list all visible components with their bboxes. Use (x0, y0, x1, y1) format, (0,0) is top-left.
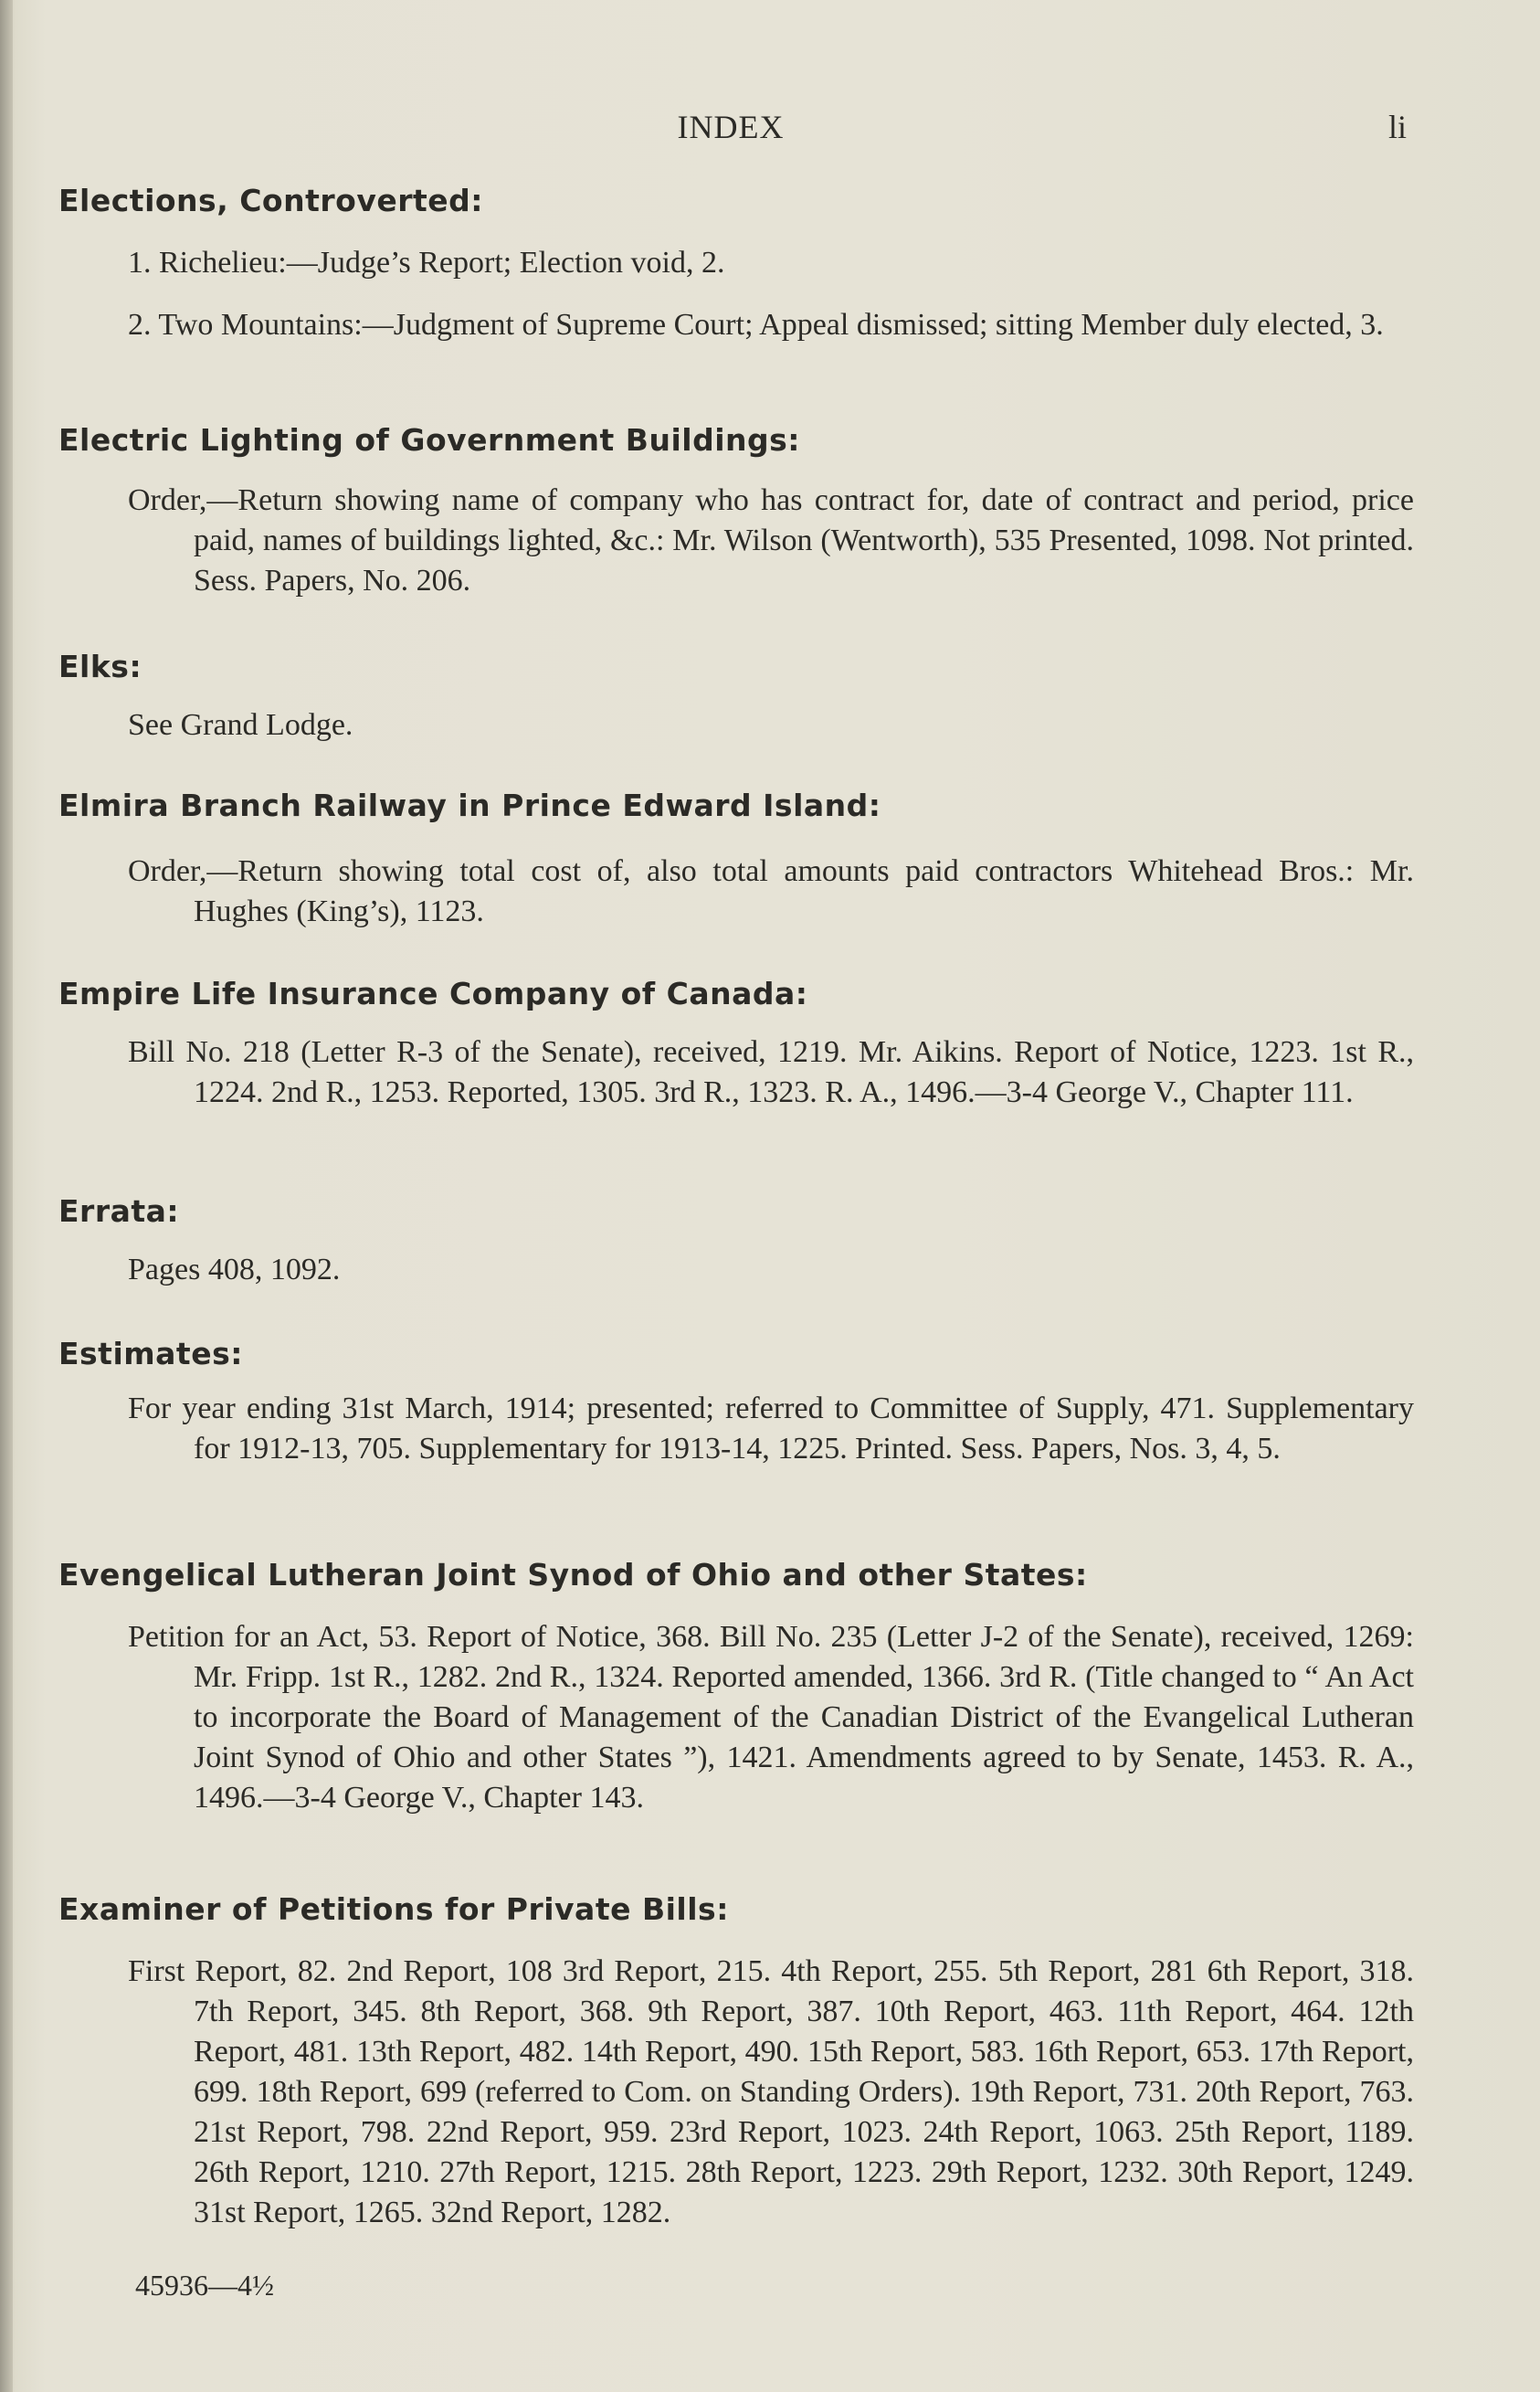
page-binding-gutter (0, 0, 13, 2392)
index-paragraph: See Grand Lodge. (128, 708, 353, 742)
index-heading: Errata: (58, 1193, 180, 1229)
index-heading: Electric Lighting of Government Buildings: (58, 422, 800, 458)
index-paragraph: Order,—Return showing total cost of, also total amounts paid contractors Whitehead Bros.: Mr. Hughes (King’s), 1123. (128, 854, 1414, 928)
index-paragraph: First Report, 82. 2nd Report, 108 3rd Report, 215. 4th Report, 255. 5th Report, 281 6th Report, 318. 7th Report, 345. 8th Report, 368. 9th Report, 387. 10th Report, 463. 11th Report, 464. 12th Report, 481. 13th Report, 482. 14th Report, 490. 15th Report, 583. 16th Report, 653. 17th Report, 699. 18th Report, 699 (referred to Com. on Standing Orders). 19th Report, 731. 20th Report, 763. 21st Report, 798. 22nd Report, 959. 23rd Report, 1023. 24th Report, 1063. 25th Report, 1189. 26th Report, 1210. 27th Report, 1215. 28th Report, 1223. 29th Report, 1232. 30th Report, 1249. 31st Report, 1265. 32nd Report, 1282. (128, 1954, 1414, 2229)
index-heading: Evengelical Lutheran Joint Synod of Ohio and other States: (58, 1557, 1088, 1593)
index-heading: Elmira Branch Railway in Prince Edward Island: (58, 788, 881, 823)
page-number: li (1387, 109, 1407, 145)
index-paragraph: Petition for an Act, 53. Report of Notice, 368. Bill No. 235 (Letter J-2 of the Senate), received, 1269: Mr. Fripp. 1st R., 1282. 2nd R., 1324. Reported amended, 1366. 3rd R. (Title changed to “ An Act to incorporate the Board of Management of the Canadian District of the Evangelical Lutheran Joint Synod of Ohio and other States ”), 1421. Amendments agreed to by Senate, 1453. R. A., 1496.—3-4 George V., Chapter 143. (128, 1620, 1414, 1815)
index-paragraph: Bill No. 218 (Letter R-3 of the Senate), received, 1219. Mr. Aikins. Report of Notice, 1223. 1st R., 1224. 2nd R., 1253. Reported, 1305. 3rd R., 1323. R. A., 1496.—3-4 George V., Chapter 111. (128, 1035, 1414, 1109)
running-header-title: INDEX (677, 109, 785, 145)
index-paragraph: For year ending 31st March, 1914; presented; referred to Committee of Supply, 471. Supplementary for 1912-13, 705. Supplementary for 1913-14, 1225. Printed. Sess. Papers, Nos. 3, 4, 5. (128, 1392, 1414, 1466)
index-paragraph: Pages 408, 1092. (128, 1253, 341, 1286)
index-paragraph: Order,—Return showing name of company who has contract for, date of contract and period, price paid, names of buildings lighted, &c.: Mr. Wilson (Wentworth), 535 Presented, 1098. Not printed. Sess. Papers, No. 206. (128, 483, 1414, 598)
index-paragraph: 1. Richelieu:—Judge’s Report; Election void, 2. (128, 246, 725, 280)
index-heading: Empire Life Insurance Company of Canada: (58, 976, 808, 1011)
index-paragraph: 2. Two Mountains:—Judgment of Supreme Court; Appeal dismissed; sitting Member duly elected, 3. (128, 308, 1384, 342)
index-heading: Elks: (58, 649, 142, 684)
index-heading: Examiner of Petitions for Private Bills: (58, 1891, 729, 1927)
index-heading: Estimates: (58, 1336, 243, 1371)
printer-signature-code: 45936—4½ (135, 2269, 274, 2302)
index-heading: Elections, Controverted: (58, 183, 483, 218)
